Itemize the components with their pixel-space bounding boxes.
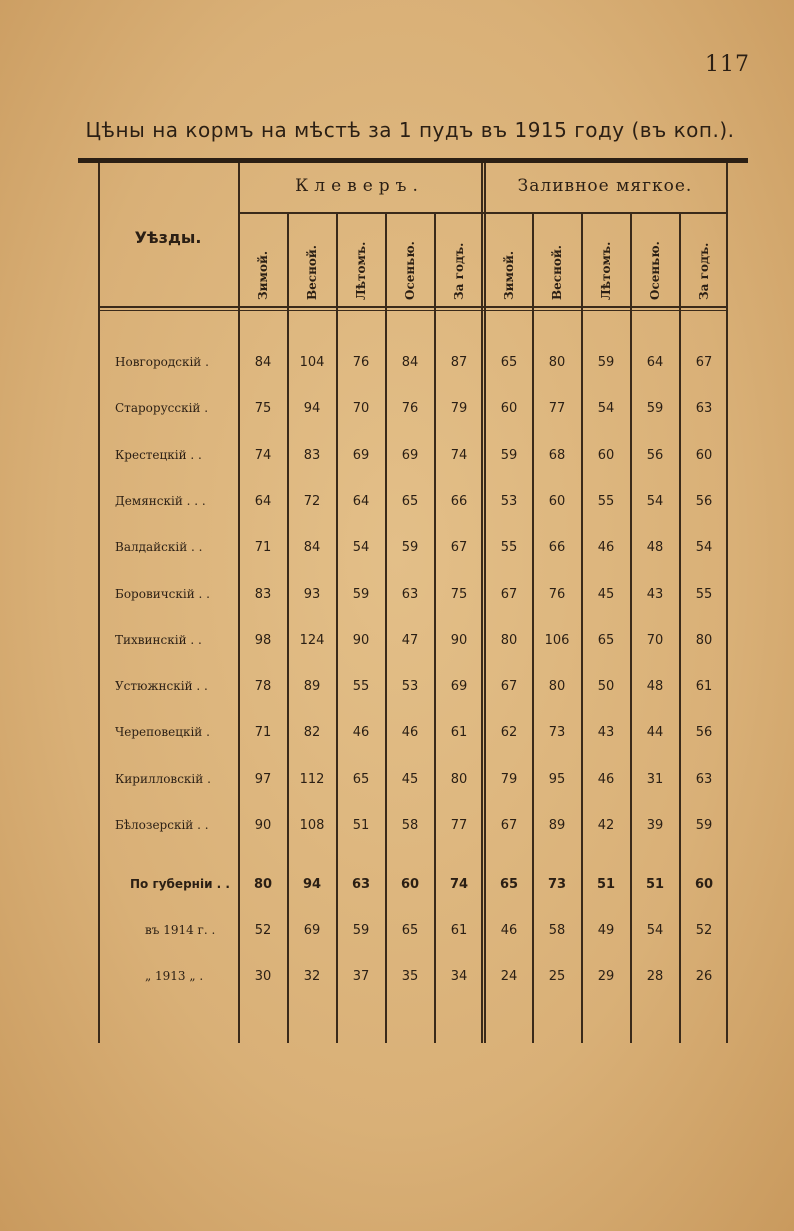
table-cell: 87: [450, 355, 468, 370]
table-cell: 51: [596, 877, 616, 892]
table-cell: 76: [352, 355, 370, 370]
table-cell: 59: [695, 818, 713, 833]
table-cell: 67: [450, 540, 468, 556]
table-row: [0, 725, 794, 749]
table-cell: 63: [401, 586, 419, 602]
table-cell: 84: [254, 355, 272, 370]
table-cell: 70: [352, 401, 370, 417]
table-cell: 75: [450, 586, 468, 602]
table-cell: 46: [352, 725, 370, 741]
table-row: [0, 401, 794, 425]
table-cell: 60: [500, 401, 518, 417]
row-label: „ 1913 „ .: [145, 969, 204, 983]
table-cell: 60: [695, 447, 713, 463]
group-header-klever: Клеверъ.: [295, 176, 424, 196]
table-cell: 68: [548, 447, 566, 463]
table-cell: 60: [548, 493, 566, 509]
table-cell: 74: [450, 447, 468, 463]
table-cell: 65: [352, 771, 370, 787]
table-cell: 61: [450, 725, 468, 741]
table-cell: 53: [401, 679, 419, 695]
table-cell: 55: [597, 493, 615, 509]
row-label: Новгородскій .: [115, 355, 209, 369]
table-cell: 82: [303, 725, 321, 741]
table-cell: 60: [400, 877, 420, 892]
table-cell: 94: [302, 877, 322, 892]
table-cell: 112: [299, 771, 325, 787]
table-cell: 43: [597, 725, 615, 741]
table-cell: 72: [303, 493, 321, 509]
table-cell: 106: [544, 632, 570, 648]
page-number: 117: [705, 52, 750, 77]
table-cell: 61: [695, 679, 713, 695]
table-cell: 80: [548, 679, 566, 695]
table-cell: 52: [254, 923, 272, 938]
table-cell: 29: [597, 969, 615, 984]
table-cell: 45: [597, 586, 615, 602]
column-header: Весной.: [550, 245, 564, 300]
row-label: Боровичскій . .: [115, 586, 210, 601]
table-cell: 54: [352, 540, 370, 556]
table-cell: 53: [500, 493, 518, 509]
row-label: Тихвинскій . .: [115, 632, 202, 647]
table-cell: 55: [352, 679, 370, 695]
table-row: [0, 772, 794, 796]
table-cell: 59: [352, 586, 370, 602]
table-cell: 51: [645, 877, 665, 892]
table-cell: 66: [450, 493, 468, 509]
table-cell: 97: [254, 771, 272, 787]
table-cell: 78: [254, 679, 272, 695]
table-cell: 31: [646, 771, 664, 787]
table-row: [0, 969, 794, 993]
table-cell: 26: [695, 969, 713, 984]
row-label: Валдайскій . .: [115, 540, 203, 555]
table-cell: 50: [597, 679, 615, 695]
table-cell: 28: [646, 969, 664, 984]
table-row: [0, 877, 794, 901]
row-label: Устюжнскій . .: [115, 679, 208, 694]
table-cell: 46: [500, 923, 518, 938]
table-cell: 56: [695, 725, 713, 741]
table-cell: 49: [597, 923, 615, 938]
table-cell: 83: [303, 447, 321, 463]
column-header: Весной.: [305, 245, 319, 300]
table-cell: 52: [695, 923, 713, 938]
table-cell: 54: [597, 401, 615, 417]
table-cell: 51: [352, 818, 370, 833]
table-cell: 64: [352, 493, 370, 509]
table-cell: 32: [303, 969, 321, 984]
table-cell: 54: [646, 493, 664, 509]
table-cell: 89: [548, 818, 566, 833]
table-cell: 42: [597, 818, 615, 833]
row-label: въ 1914 г. .: [145, 923, 216, 937]
table-row: [0, 818, 794, 842]
table-cell: 70: [646, 632, 664, 648]
column-header: Осенью.: [403, 241, 417, 300]
table-cell: 46: [597, 771, 615, 787]
table-cell: 59: [401, 540, 419, 556]
table-cell: 59: [597, 355, 615, 370]
table-cell: 25: [548, 969, 566, 984]
table-cell: 90: [352, 632, 370, 648]
table-cell: 80: [253, 877, 273, 892]
row-header: Уѣзды.: [134, 228, 202, 247]
column-header: Лѣтомъ.: [599, 241, 613, 300]
table-row: [0, 633, 794, 657]
column-header: Осенью.: [648, 241, 662, 300]
table-cell: 84: [401, 355, 419, 370]
table-cell: 60: [597, 447, 615, 463]
table-cell: 95: [548, 771, 566, 787]
table-row: [0, 494, 794, 518]
table-cell: 61: [450, 923, 468, 938]
table-cell: 89: [303, 679, 321, 695]
table-cell: 76: [401, 401, 419, 417]
table-cell: 48: [646, 540, 664, 556]
table-cell: 90: [254, 818, 272, 833]
column-header: За годъ.: [697, 242, 711, 300]
table-cell: 48: [646, 679, 664, 695]
table-cell: 79: [450, 401, 468, 417]
table-cell: 58: [401, 818, 419, 833]
table-cell: 44: [646, 725, 664, 741]
column-header: За годъ.: [452, 242, 466, 300]
table-cell: 69: [401, 447, 419, 463]
table-cell: 90: [450, 632, 468, 648]
table-row: [0, 679, 794, 703]
table-cell: 80: [500, 632, 518, 648]
table-cell: 34: [450, 969, 468, 984]
table-cell: 104: [299, 355, 325, 370]
table-cell: 59: [500, 447, 518, 463]
table-row: [0, 448, 794, 472]
table-cell: 63: [695, 771, 713, 787]
table-cell: 59: [646, 401, 664, 417]
table-cell: 56: [695, 493, 713, 509]
table-cell: 66: [548, 540, 566, 556]
top-rule: [78, 158, 748, 163]
table-cell: 47: [401, 632, 419, 648]
table-row: [0, 355, 794, 379]
table-cell: 71: [254, 540, 272, 556]
table-cell: 58: [548, 923, 566, 938]
table-cell: 83: [254, 586, 272, 602]
table-cell: 124: [299, 632, 325, 648]
table-cell: 60: [694, 877, 714, 892]
table-cell: 69: [352, 447, 370, 463]
column-header: Зимой.: [502, 250, 516, 300]
table-cell: 80: [548, 355, 566, 370]
table-cell: 67: [500, 679, 518, 695]
table-cell: 67: [500, 818, 518, 833]
table-cell: 65: [401, 493, 419, 509]
table-cell: 30: [254, 969, 272, 984]
table-cell: 24: [500, 969, 518, 984]
table-cell: 54: [646, 923, 664, 938]
table-cell: 93: [303, 586, 321, 602]
table-cell: 43: [646, 586, 664, 602]
table-cell: 94: [303, 401, 321, 417]
table-cell: 63: [695, 401, 713, 417]
row-label: Бѣлозерскій . .: [115, 818, 209, 832]
table-cell: 64: [254, 493, 272, 509]
group-header-zalivnoe: Заливное мягкое.: [517, 176, 693, 196]
table-cell: 80: [450, 771, 468, 787]
table-cell: 73: [548, 725, 566, 741]
table-cell: 71: [254, 725, 272, 741]
table-cell: 77: [450, 818, 468, 833]
table-cell: 46: [401, 725, 419, 741]
table-cell: 73: [547, 877, 567, 892]
table-cell: 108: [299, 818, 325, 833]
table-cell: 59: [352, 923, 370, 938]
table-cell: 64: [646, 355, 664, 370]
row-label: Кирилловскій .: [115, 771, 211, 786]
table-cell: 55: [695, 586, 713, 602]
row-label: Крестецкій . .: [115, 447, 202, 462]
table-cell: 98: [254, 632, 272, 648]
table-cell: 35: [401, 969, 419, 984]
row-label: По губерніи . .: [130, 877, 230, 891]
row-label: Череповецкій .: [115, 725, 210, 740]
table-row: [0, 923, 794, 947]
table-cell: 65: [500, 355, 518, 370]
table-cell: 69: [303, 923, 321, 938]
table-cell: 65: [597, 632, 615, 648]
table-cell: 67: [500, 586, 518, 602]
row-label: Старорусскій .: [115, 401, 209, 416]
table-cell: 74: [449, 877, 469, 892]
table-cell: 55: [500, 540, 518, 556]
table-cell: 76: [548, 586, 566, 602]
table-cell: 54: [695, 540, 713, 556]
table-cell: 65: [401, 923, 419, 938]
column-header: Лѣтомъ.: [354, 241, 368, 300]
table-cell: 65: [499, 877, 519, 892]
table-cell: 67: [695, 355, 713, 370]
table-cell: 46: [597, 540, 615, 556]
table-cell: 75: [254, 401, 272, 417]
table-cell: 45: [401, 771, 419, 787]
table-cell: 62: [500, 725, 518, 741]
page-title: Цѣны на кормъ на мѣстѣ за 1 пудъ въ 1915 году (въ коп.).: [85, 118, 735, 142]
row-label: Демянскій . . .: [115, 493, 206, 508]
table-cell: 37: [352, 969, 370, 984]
column-header: Зимой.: [256, 250, 270, 300]
table-cell: 77: [548, 401, 566, 417]
table-cell: 79: [500, 771, 518, 787]
table-cell: 39: [646, 818, 664, 833]
table-row: [0, 540, 794, 564]
table-cell: 69: [450, 679, 468, 695]
table-row: [0, 587, 794, 611]
table-cell: 74: [254, 447, 272, 463]
table-cell: 80: [695, 632, 713, 648]
table-cell: 63: [351, 877, 371, 892]
table-cell: 84: [303, 540, 321, 556]
table-cell: 56: [646, 447, 664, 463]
